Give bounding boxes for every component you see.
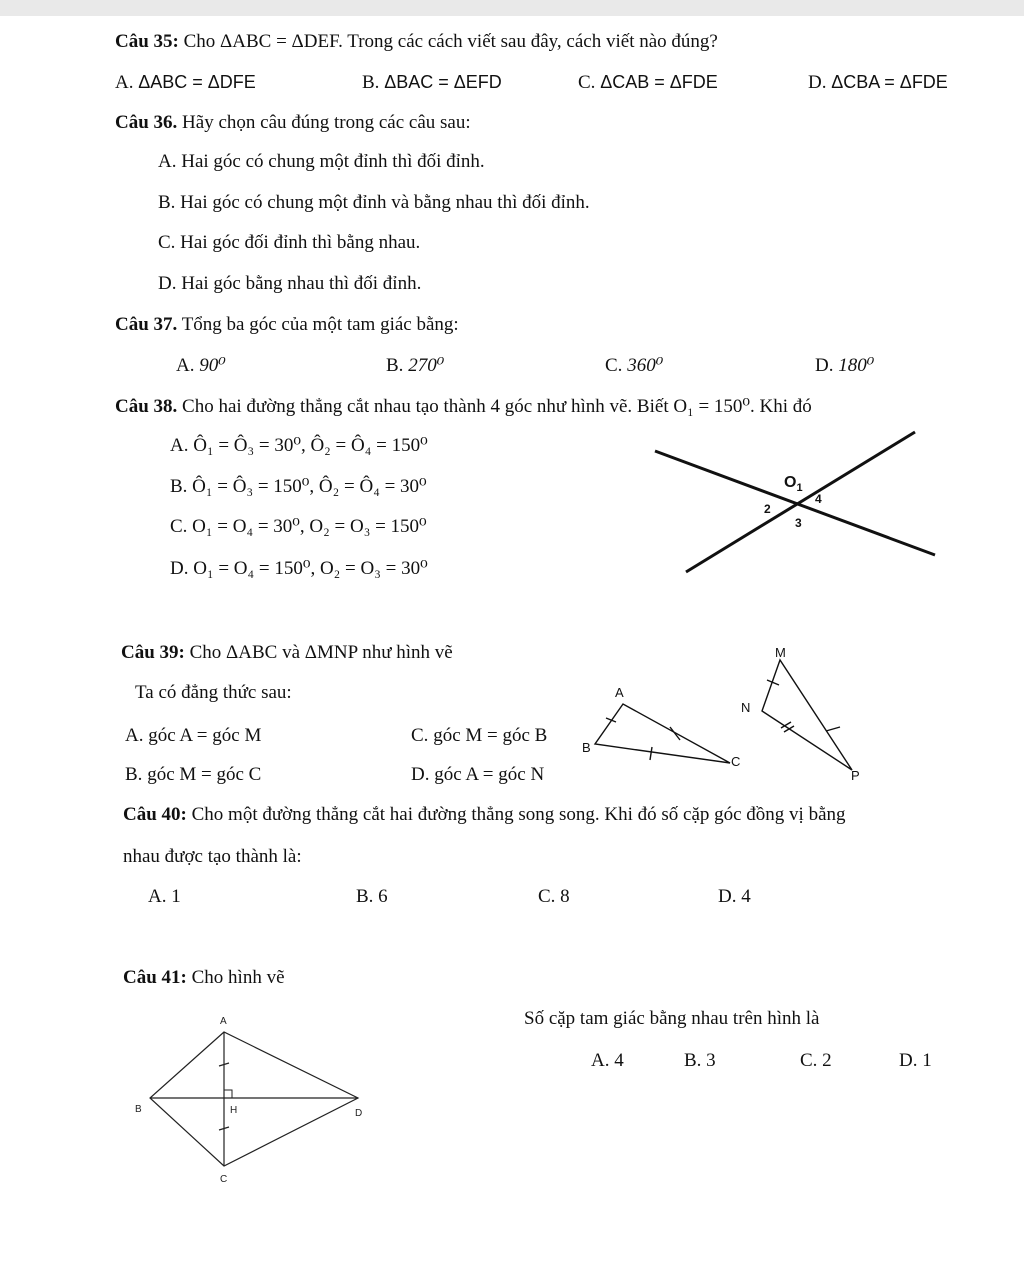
option-36-d: D. Hai góc bằng nhau thì đối đỉnh. — [158, 273, 422, 294]
option-40-a: A. 1 — [148, 886, 181, 907]
label-h: H — [230, 1105, 238, 1116]
option-39-a: A. góc A = góc M — [125, 725, 262, 746]
option-38-b: B. Ô₁ = Ô₃ = 150⁰, Ô₂ = Ô₄ = 30⁰ — [170, 476, 427, 497]
option-37-c: C. 360⁰ — [605, 355, 664, 376]
option-40-c: C. 8 — [538, 886, 570, 907]
label-n: N — [741, 700, 751, 715]
option-36-b: B. Hai góc có chung một đỉnh và bằng nhau thì đối đỉnh. — [158, 192, 590, 213]
option-39-c: C. góc M = góc B — [411, 725, 548, 746]
point-o-label: $O_1$ — [784, 474, 803, 494]
question-label: Câu 38. — [115, 396, 178, 417]
angle-2-label: 2 — [764, 502, 771, 516]
option-35-b: B. ΔBAC = ΔEFD — [362, 72, 502, 93]
question-label: Câu 41: — [123, 967, 187, 988]
question-text: Cho ΔABC và ΔMNP như hình vẽ — [184, 642, 453, 663]
label-d: D — [355, 1108, 363, 1119]
label-m: M — [775, 645, 786, 660]
question-text: Tổng ba góc của một tam giác bằng: — [177, 314, 459, 335]
question-label: Câu 39: — [121, 642, 185, 663]
question-text: Cho hình vẽ — [186, 967, 285, 988]
question-label: Câu 37. — [115, 314, 178, 335]
question-text: Cho hai đường thẳng cắt nhau tạo thành 4 góc như hình vẽ. Biết O₁ = 150⁰. Khi đó — [177, 396, 812, 417]
option-41-b: B. 3 — [684, 1050, 716, 1071]
label-b: B — [135, 1104, 142, 1115]
option-37-b: B. 270⁰ — [386, 355, 445, 376]
option-36-a: A. Hai góc có chung một đỉnh thì đối đỉnh. — [158, 151, 485, 172]
question-40-line-2: nhau được tạo thành là: — [123, 846, 302, 867]
option-40-b: B. 6 — [356, 886, 388, 907]
question-label: Câu 40: — [123, 804, 187, 825]
label-a: A — [615, 685, 624, 700]
option-37-a: A. 90⁰ — [176, 355, 226, 376]
label-c: C — [220, 1174, 228, 1185]
label-a: A — [220, 1016, 227, 1027]
quadrilateral-abcd — [150, 1032, 358, 1166]
option-35-a: A. ΔABC = ΔDFE — [115, 72, 256, 93]
question-39-intro: Ta có đẳng thức sau: — [135, 682, 292, 703]
question-text: Cho một đường thẳng cắt hai đường thẳng song song. Khi đó số cặp góc đồng vị bằng — [186, 804, 846, 825]
angle-3-label: 3 — [795, 516, 802, 530]
option-35-d: D. ΔCBA = ΔFDE — [808, 72, 948, 93]
option-41-c: C. 2 — [800, 1050, 832, 1071]
option-41-a: A. 4 — [591, 1050, 624, 1071]
question-label: Câu 36. — [115, 112, 178, 133]
option-38-a: A. Ô₁ = Ô₃ = 30⁰, Ô₂ = Ô₄ = 150⁰ — [170, 435, 428, 456]
option-37-d: D. 180⁰ — [815, 355, 875, 376]
label-p: P — [851, 768, 860, 783]
option-38-c: C. O₁ = O₄ = 30⁰, O₂ = O₃ = 150⁰ — [170, 516, 427, 537]
option-38-d: D. O₁ = O₄ = 150⁰, O₂ = O₃ = 30⁰ — [170, 558, 428, 579]
question-text: Hãy chọn câu đúng trong các câu sau: — [177, 112, 471, 133]
option-40-d: D. 4 — [718, 886, 751, 907]
option-39-b: B. góc M = góc C — [125, 764, 262, 785]
question-text: Cho ΔABC = ΔDEF. Trong các cách viết sau đây, cách viết nào đúng? — [178, 31, 718, 52]
option-41-d: D. 1 — [899, 1050, 932, 1071]
label-c: C — [731, 754, 741, 769]
option-39-d: D. góc A = góc N — [411, 764, 545, 785]
label-b: B — [582, 740, 591, 755]
question-41-text: Số cặp tam giác bằng nhau trên hình là — [524, 1008, 820, 1029]
angle-4-label: 4 — [815, 492, 822, 506]
option-35-c: C. ΔCAB = ΔFDE — [578, 72, 718, 93]
question-label: Câu 35: — [115, 31, 179, 52]
right-angle-mark — [224, 1090, 232, 1098]
option-36-c: C. Hai góc đối đỉnh thì bằng nhau. — [158, 232, 421, 253]
